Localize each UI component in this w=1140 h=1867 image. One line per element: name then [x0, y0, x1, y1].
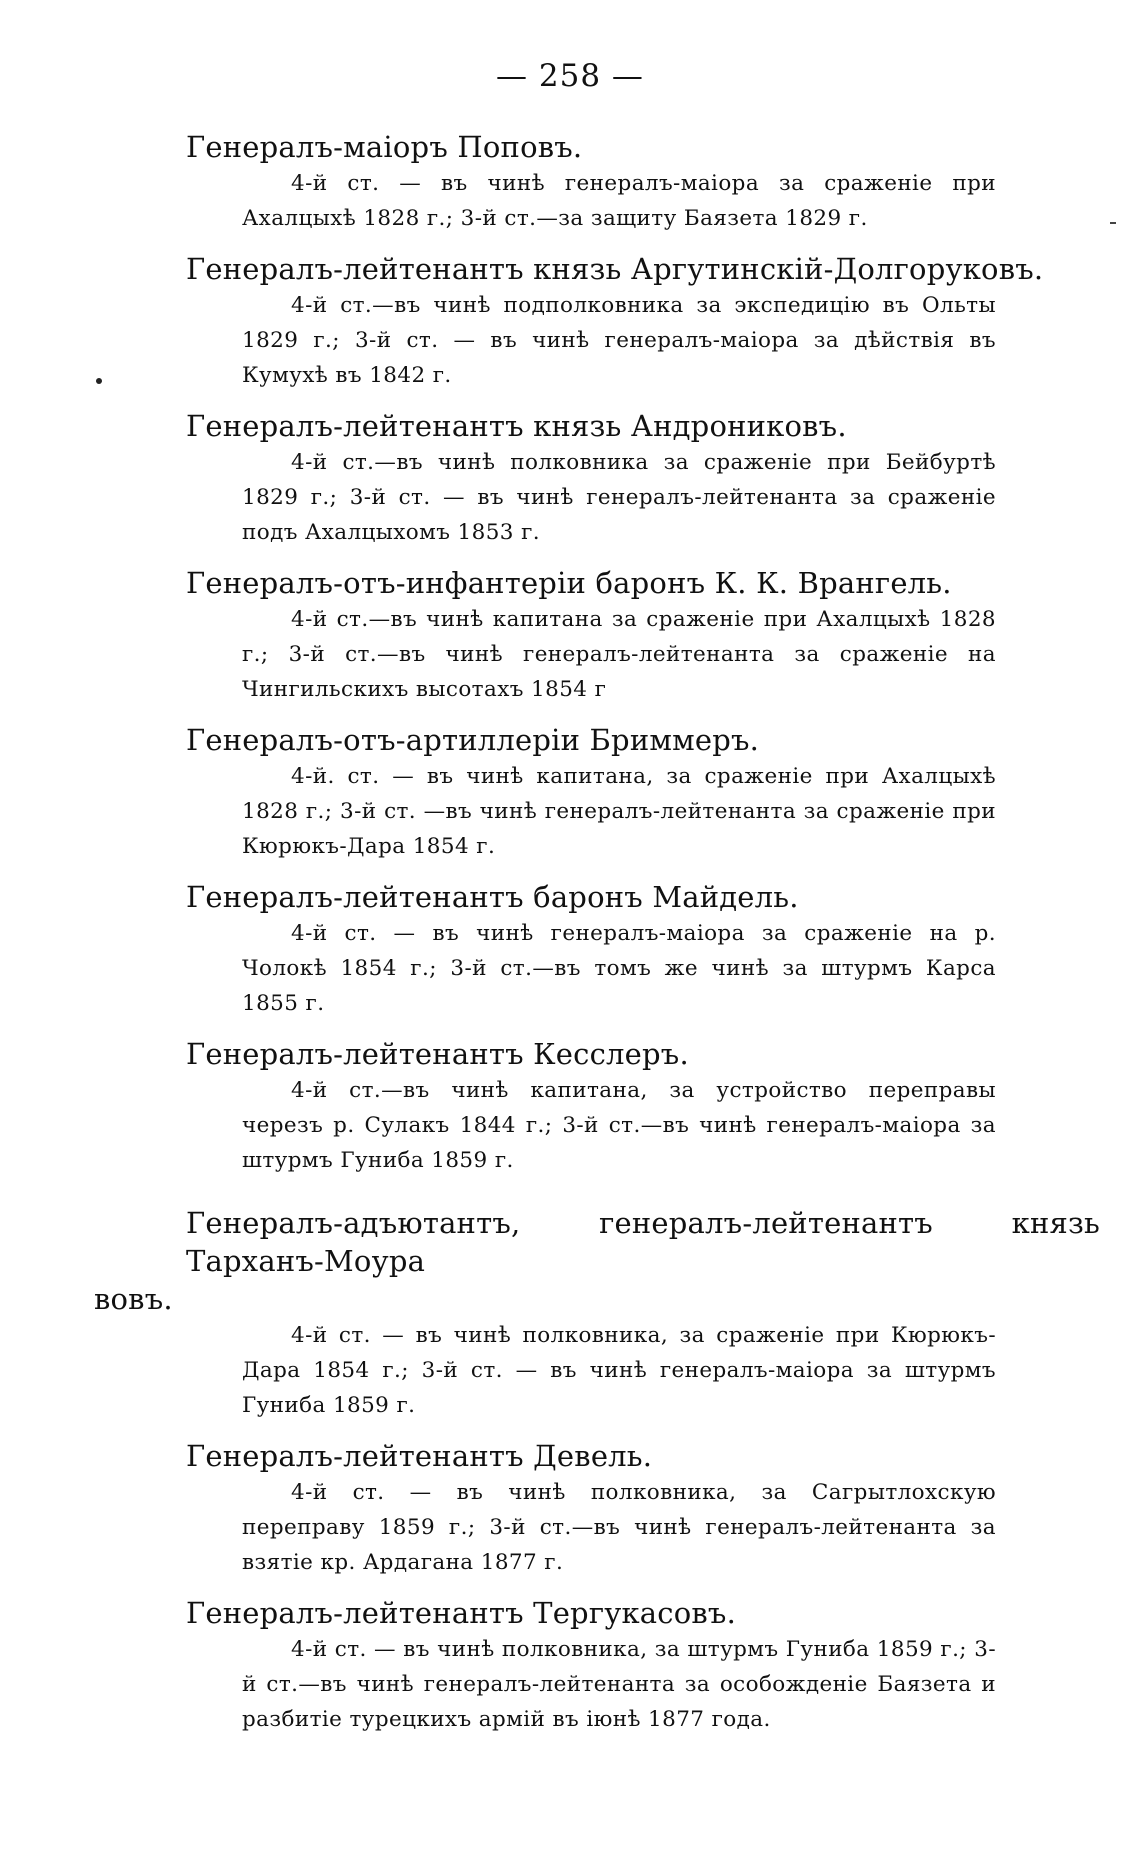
entry-heading: Генералъ-лейтенантъ Девель.: [186, 1439, 653, 1473]
entry-award: 4-й ст. — въ чинѣ полковника, за штурмъ Гуниба 1859 г.; 3-й ст.—въ чинѣ генералъ-лейтенанта за особожденіе Баязета и разбитіе турецкихъ армій въ іюнѣ 1877 года.: [242, 1637, 996, 1732]
entry-heading: Генералъ-маіоръ Поповъ.: [186, 130, 583, 164]
entry-award: 4-й ст. — въ чинѣ полковника, за сраженіе при Кюрюкъ-Дара 1854 г.; 3-й ст. — въ чинѣ генералъ-маіора за штурмъ Гуниба 1859 г.: [242, 1323, 996, 1418]
entry-heading: Генералъ-лейтенантъ баронъ Майдель.: [186, 880, 799, 914]
entry: [0, 1594, 1140, 1737]
entry: [0, 407, 1140, 550]
entry-award: 4-й ст. — въ чинѣ генералъ-маіора за сраженіе на р. Чолокѣ 1854 г.; 3-й ст.—въ томъ же чинѣ за штурмъ Карса 1855 г.: [242, 921, 996, 1016]
entry-award: 4-й ст. — въ чинѣ генералъ-маіора за сраженіе при Ахалцыхѣ 1828 г.; 3-й ст.—за защиту Баязета 1829 г.: [242, 171, 996, 231]
entry-heading: Генералъ-отъ-артиллеріи Бриммеръ.: [186, 723, 760, 757]
award-list: [0, 128, 1140, 1751]
entry-heading: Генералъ-лейтенантъ Тергукасовъ.: [186, 1596, 736, 1630]
entry-award: 4-й ст.—въ чинѣ полковника за сраженіе при Бейбуртѣ 1829 г.; 3-й ст. — въ чинѣ генералъ-лейтенанта за сраженіе подъ Ахалцыхомъ 1853 г.: [242, 450, 996, 545]
entry: [0, 250, 1140, 393]
entry: [0, 878, 1140, 1021]
entry-heading-main: Генералъ-адъютантъ, генералъ-лейтенантъ князь Тарханъ-Моура: [186, 1206, 1100, 1278]
entry-heading: Генералъ-лейтенантъ Кесслеръ.: [186, 1037, 689, 1071]
entry-award: 4-й. ст. — въ чинѣ капитана, за сраженіе при Ахалцыхѣ 1828 г.; 3-й ст. —въ чинѣ генералъ-лейтенанта за сраженіе при Кюрюкъ-Дара 1854 г.: [242, 764, 996, 859]
entry: [0, 1204, 1140, 1423]
entry-heading: [0, 1204, 1140, 1318]
entry-heading-continuation: вовъ.: [94, 1282, 173, 1316]
page-number: — 258 —: [496, 58, 644, 94]
entry: [0, 128, 1140, 236]
entry-award: 4-й ст.—въ чинѣ подполковника за экспедицію въ Ольты 1829 г.; 3-й ст. — въ чинѣ генералъ-маіора за дѣйствія въ Кумухѣ въ 1842 г.: [242, 293, 996, 388]
entry: [0, 721, 1140, 864]
entry-award: 4-й ст. — въ чинѣ полковника, за Сагрытлохскую переправу 1859 г.; 3-й ст.—въ чинѣ генералъ-лейтенанта за взятіе кр. Ардагана 1877 г.: [242, 1480, 996, 1575]
entry: [0, 1437, 1140, 1580]
entry-award: 4-й ст.—въ чинѣ капитана, за устройство переправы черезъ р. Сулакъ 1844 г.; 3-й ст.—въ чинѣ генералъ-маіора за штурмъ Гуниба 1859 г.: [242, 1078, 996, 1173]
entry: [0, 564, 1140, 707]
entry-heading: Генералъ-лейтенантъ князь Андрониковъ.: [186, 409, 847, 443]
entry-heading: Генералъ-лейтенантъ князь Аргутинскій-Долгоруковъ.: [186, 252, 1044, 286]
entry: [0, 1035, 1140, 1178]
entry-heading: Генералъ-отъ-инфантеріи баронъ К. К. Врангель.: [186, 566, 952, 600]
entry-award: 4-й ст.—въ чинѣ капитана за сраженіе при Ахалцыхѣ 1828 г.; 3-й ст.—въ чинѣ генералъ-лейтенанта за сраженіе на Чингильскихъ высотахъ 1854 г: [242, 607, 996, 702]
